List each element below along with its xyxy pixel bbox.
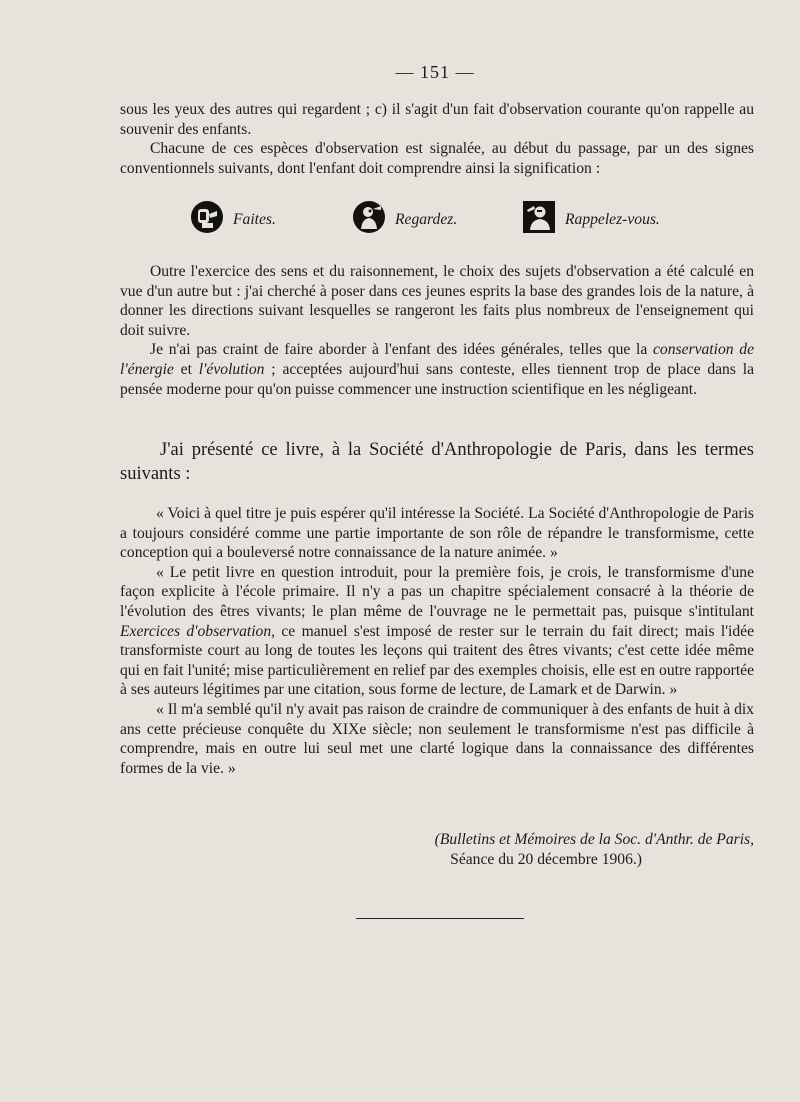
sign-label: Regardez. (395, 210, 458, 228)
hand-action-icon (190, 200, 224, 239)
citation-source: (Bulletins et Mémoires de la Soc. d'Anthr. de Paris, (434, 831, 754, 848)
emphasis-evolution: l'évolution (198, 360, 265, 378)
section-heading (120, 438, 754, 486)
body-block (120, 262, 754, 399)
text-run: et (173, 360, 199, 378)
page-number: — 151 — (395, 62, 475, 82)
eye-watch-icon (352, 200, 386, 239)
text-run: ; acceptées aujourd'hui sans conteste, elles tiennent trop de place dans la pensée moderne pour qu'on puisse commencer une instruction scientifique en les négligeant. (120, 360, 754, 398)
memory-head-icon (522, 200, 556, 239)
emphasis-conservation-energie: conservation de l'énergie (120, 341, 754, 378)
body-paragraph-1: Outre l'exercice des sens et du raisonnement, le choix des sujets d'observation a été calculé en vue d'un autre but : j'ai cherché à poser dans ces jeunes esprits la base des grandes lois de la nature, à donner les directions suivant lesquelles se rangeront les faits plus nombreux de l'enseignement qui doit suivre. (120, 263, 754, 339)
sign-label: Rappelez-vous. (565, 210, 660, 228)
heading-text: J'ai présenté ce livre, à la Société d'Anthropologie de Paris, dans les termes suivants : (120, 440, 754, 484)
emphasis-book-title: Exercices d'observation (120, 622, 272, 640)
text-run: , ce manuel s'est imposé de rester sur le terrain du fait direct; mais l'idée transformiste court au long de toutes les leçons qui traitent des êtres vivants; c'est cette idée même qui en fait l'unité; mise particulièrement en relief par des exemples choisis, elle est en outre rapportée à ses auteurs légitimes par une citation, sous forme de lecture, de Lamark et de Darwin. » (120, 622, 754, 699)
quote-paragraph-1: « Voici à quel titre je puis espérer qu'il intéresse la Société. La Société d'Anthropologie de Paris a toujours considéré comme une partie importante de son rôle de répandre le transformisme, cette conception qui a bouleversé notre connaissance de la nature animée. » (120, 505, 754, 562)
quote-paragraph-2 (120, 563, 754, 700)
text-run: « Le petit livre en question introduit, pour la première fois, je crois, le transformisme d'une façon explicite à l'école primaire. Il n'y a pas un chapitre spécialement consacré à la théorie de l'évolution des êtres vivants; le plan même de l'ouvrage ne le permettait pas, puisque s'intitulant (120, 563, 754, 620)
intro-continuation: sous les yeux des autres qui regardent ; c) il s'agit d'un fait d'observation courante qu'on rappelle au souvenir des enfants. (120, 101, 754, 138)
citation-date: Séance du 20 décembre 1906.) (450, 851, 642, 868)
horizontal-rule (356, 918, 524, 919)
citation (340, 830, 754, 870)
intro-signs-paragraph: Chacune de ces espèces d'observation est signalée, au début du passage, par un des signes conventionnels suivants, dont l'enfant doit comprendre ainsi la signification : (120, 140, 754, 177)
conventional-signs-row (190, 200, 690, 236)
quote-paragraph-3: « Il m'a semblé qu'il n'y avait pas raison de craindre de communiquer à des enfants de huit à dix ans cette précieuse conquête du XIXe siècle; non seulement le transformisme n'est pas difficile à comprendre, mais en outre lui seul met une clarté logique dans la connaissance des différentes formes de la vie. » (120, 700, 754, 777)
body-paragraph-2 (120, 340, 754, 399)
sign-label: Faites. (233, 210, 276, 228)
sign-rappelez-vous (522, 200, 660, 239)
sign-faites (190, 200, 276, 239)
text-run: Je n'ai pas craint de faire aborder à l'enfant des idées générales, telles que la (150, 341, 654, 359)
quotation-block (120, 504, 754, 778)
sign-regardez (352, 200, 457, 239)
intro-block (120, 100, 754, 178)
